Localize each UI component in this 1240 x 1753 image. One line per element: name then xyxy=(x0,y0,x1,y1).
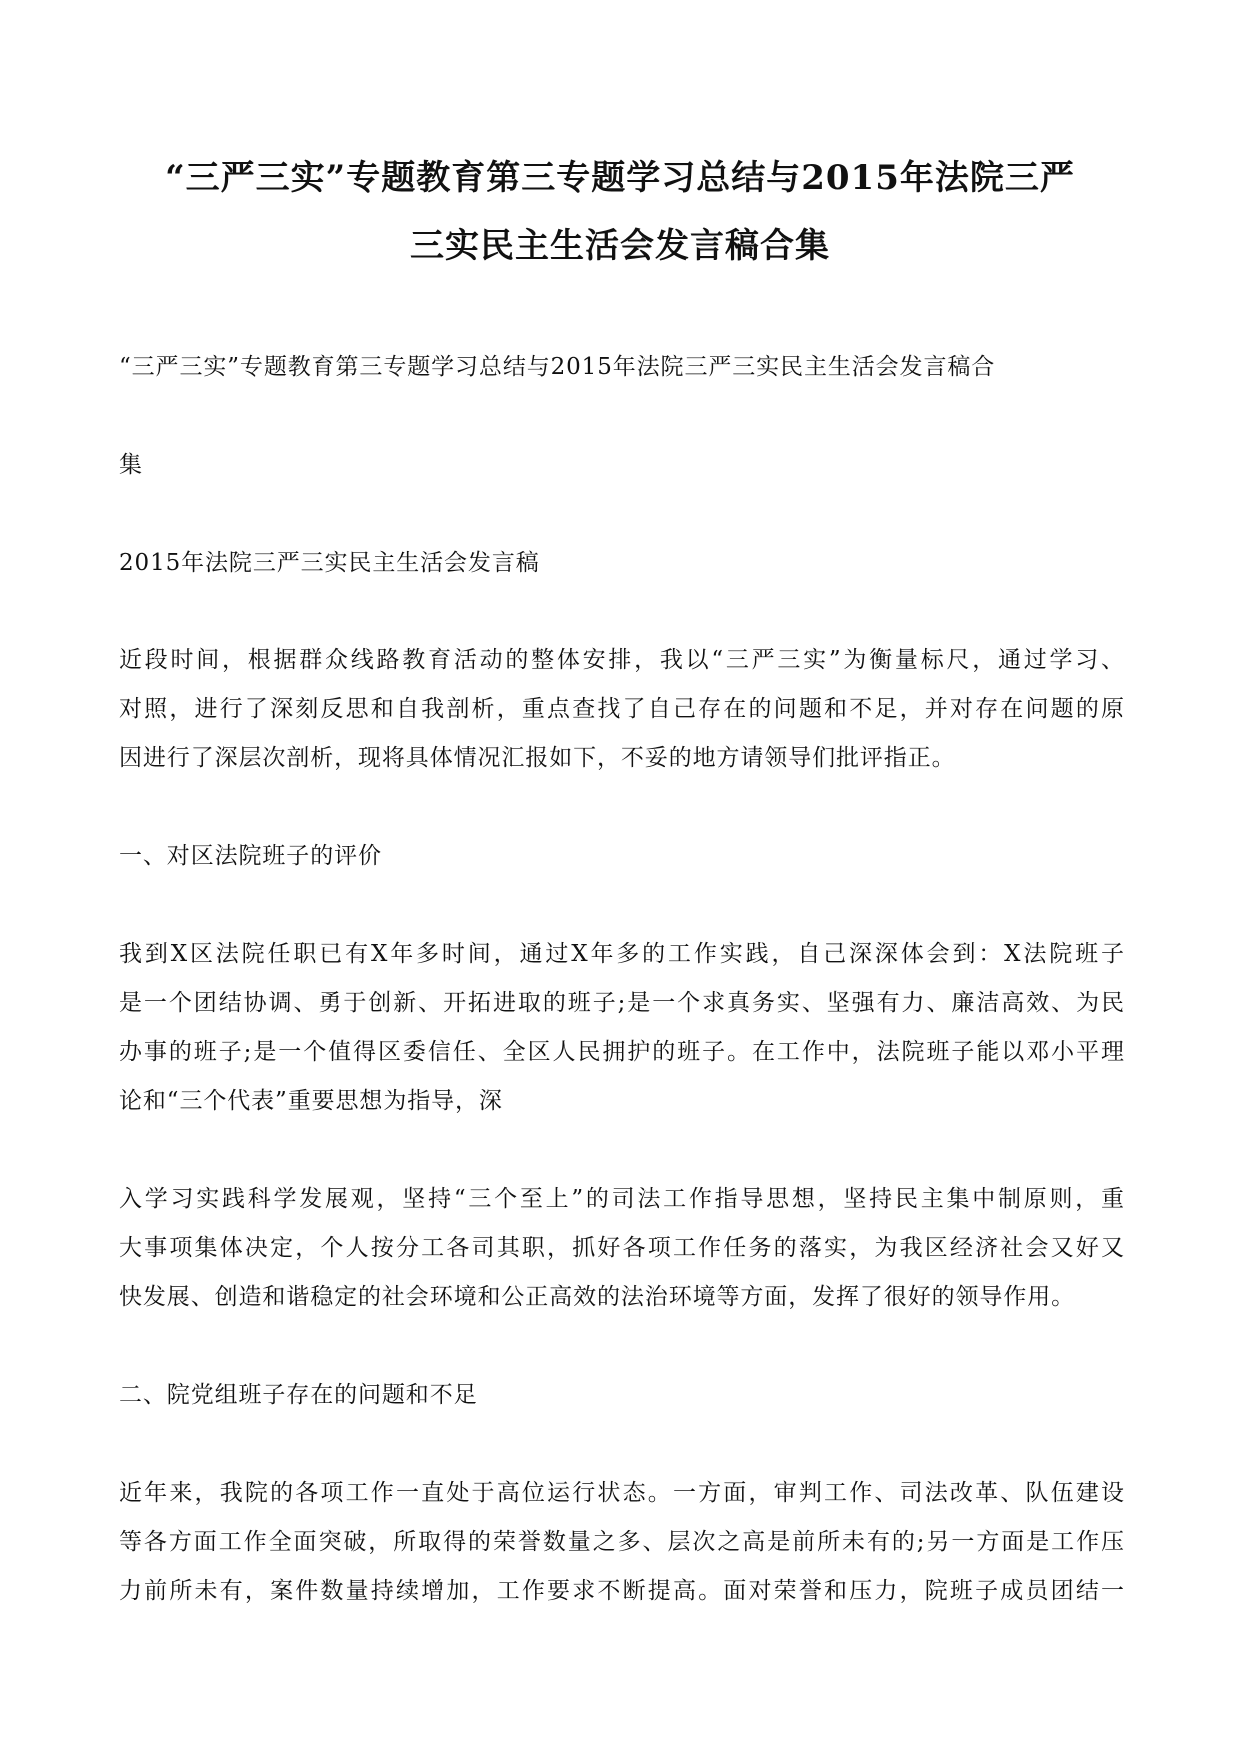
document-title-line-1: “三严三实”专题教育第三专题学习总结与2015年法院三严 xyxy=(165,158,1075,198)
para-1-line-3: 办事的班子;是一个值得区委信任、全区人民拥护的班子。在工作中，法院班子能以邓小平理 xyxy=(119,1039,1124,1065)
intro-line-1: 近段时间，根据群众线路教育活动的整体安排，我以“三严三实”为衡量标尺，通过学习、 xyxy=(119,647,1124,673)
para-1-line-2: 是一个团结协调、勇于创新、开拓进取的班子;是一个求真务实、坚强有力、廉洁高效、为民 xyxy=(119,990,1124,1016)
para-3-line-3: 力前所未有，案件数量持续增加，工作要求不断提高。面对荣誉和压力，院班子成员团结一 xyxy=(119,1578,1124,1604)
document-title-line-2: 三实民主生活会发言稿合集 xyxy=(410,226,830,266)
para-1-line-1: 我到X区法院任职已有X年多时间，通过X年多的工作实践，自己深深体会到：X法院班子 xyxy=(119,941,1124,967)
para-2-line-1: 入学习实践科学发展观，坚持“三个至上”的司法工作指导思想，坚持民主集中制原则，重 xyxy=(119,1186,1124,1212)
heading-1: 一、对区法院班子的评价 xyxy=(119,843,382,869)
para-1-line-4: 论和“三个代表”重要思想为指导，深 xyxy=(119,1088,503,1114)
para-2-line-2: 大事项集体决定，个人按分工各司其职，抓好各项工作任务的落实，为我区经济社会又好又 xyxy=(119,1235,1124,1261)
intro-line-2: 对照，进行了深刻反思和自我剖析，重点查找了自己存在的问题和不足，并对存在问题的原 xyxy=(119,696,1124,722)
para-2-line-3: 快发展、创造和谐稳定的社会环境和公正高效的法治环境等方面，发挥了很好的领导作用。 xyxy=(119,1284,1075,1310)
para-3-line-1: 近年来，我院的各项工作一直处于高位运行状态。一方面，审判工作、司法改革、队伍建设 xyxy=(119,1480,1124,1506)
para-3-line-2: 等各方面工作全面突破，所取得的荣誉数量之多、层次之高是前所未有的;另一方面是工作压 xyxy=(119,1529,1124,1555)
subtitle-line-1: “三严三实”专题教育第三专题学习总结与2015年法院三严三实民主生活会发言稿合 xyxy=(119,354,996,380)
intro-line-3: 因进行了深层次剖析，现将具体情况汇报如下，不妥的地方请领导们批评指正。 xyxy=(119,745,956,771)
heading-2: 二、院党组班子存在的问题和不足 xyxy=(119,1382,478,1408)
section-title: 2015年法院三严三实民主生活会发言稿 xyxy=(119,550,540,576)
subtitle-line-2: 集 xyxy=(119,452,143,478)
